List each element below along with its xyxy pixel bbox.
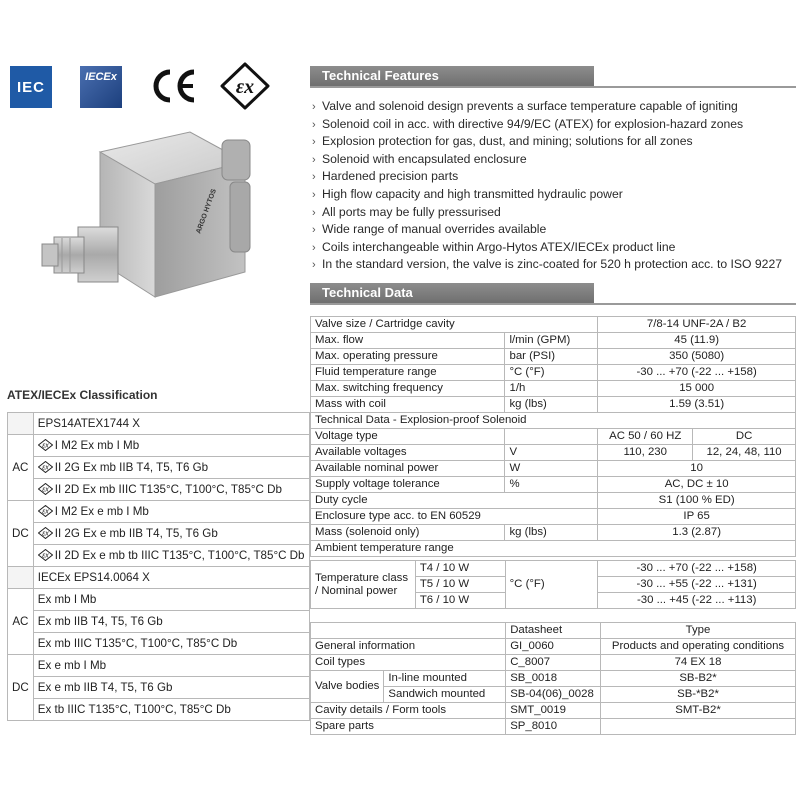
table-row: IECEx EPS14.0064 X xyxy=(8,567,310,589)
table-row: Technical Data - Explosion-proof Solenoid xyxy=(311,413,796,429)
ex-icon xyxy=(38,549,53,561)
table-row: εx II 2G Ex mb IIB T4, T5, T6 Gb xyxy=(8,457,310,479)
feature-item: › Hardened precision parts xyxy=(312,169,459,184)
table-row: Ex mb IIB T4, T5, T6 Gb xyxy=(8,611,310,633)
table-row: Cavity details / Form tools SMT_0019 SMT-B2* xyxy=(311,703,796,719)
temperature-class-table xyxy=(310,560,796,609)
table-row: Available nominal power W 10 xyxy=(311,461,796,477)
svg-text:ARGO HYTOS: ARGO HYTOS xyxy=(195,188,218,235)
table-row: Fluid temperature range °C (°F) -30 ... +70 (-22 ... +158) xyxy=(311,365,796,381)
table-row: Duty cycle S1 (100 % ED) xyxy=(311,493,796,509)
feature-item: › Solenoid coil in acc. with directive 94/9/EC (ATEX) for explosion-hazard zones xyxy=(312,116,744,131)
technical-data-table xyxy=(310,316,796,557)
svg-text:εx: εx xyxy=(41,508,49,516)
table-row: Ex e mb IIB T4, T5, T6 Gb xyxy=(8,677,310,699)
feature-item: › Valve and solenoid design prevents a surface temperature capable of igniting xyxy=(312,99,738,113)
svg-text:εx: εx xyxy=(235,76,255,98)
svg-text:εx: εx xyxy=(41,530,49,538)
classification-table xyxy=(7,412,310,721)
table-row: Supply voltage tolerance % AC, DC ± 10 xyxy=(311,477,796,493)
table-row: Max. operating pressure bar (PSI) 350 (5080) xyxy=(311,349,796,365)
table-row: Valve size / Cartridge cavity 7/8-14 UNF-2A / B2 xyxy=(311,317,796,333)
iecex-logo: IECEx xyxy=(80,66,122,108)
table-row: General information GI_0060 Products and operating conditions xyxy=(311,639,796,655)
feature-item: › In the standard version, the valve is zinc-coated for 520 h protection acc. to ISO 9227 xyxy=(312,257,783,272)
table-row: Enclosure type acc. to EN 60529 IP 65 xyxy=(311,509,796,525)
table-row: Mass (solenoid only) kg (lbs) 1.3 (2.87) xyxy=(311,525,796,541)
svg-text:εx: εx xyxy=(41,442,49,450)
technical-features-header: Technical Features xyxy=(310,66,594,86)
technical-features-list xyxy=(312,98,792,274)
table-row: εx II 2D Ex e mb tb IIIC T135°C, T100°C, T85°C Db xyxy=(8,545,310,567)
table-row: Voltage type AC 50 / 60 HZ DC xyxy=(311,429,796,445)
feature-item: › Solenoid with encapsulated enclosure xyxy=(312,151,527,166)
svg-text:εx: εx xyxy=(41,486,49,494)
table-row: T5 / 10 W -30 ... +55 (-22 ... +131) xyxy=(311,577,796,593)
table-row: T6 / 10 W -30 ... +45 (-22 ... +113) xyxy=(311,593,796,609)
ex-icon xyxy=(38,439,53,451)
svg-text:εx: εx xyxy=(41,464,49,472)
table-row: EPS14ATEX1744 X xyxy=(8,413,310,435)
feature-item: › Coils interchangeable within Argo-Hytos ATEX/IECEx product line xyxy=(312,239,676,254)
table-row: Datasheet Type xyxy=(311,623,796,639)
classification-title: ATEX/IECEx Classification xyxy=(7,388,158,402)
feature-item: › All ports may be fully pressurised xyxy=(312,204,501,219)
table-row: εx II 2G Ex e mb IIB T4, T5, T6 Gb xyxy=(8,523,310,545)
table-row: AC εx I M2 Ex mb I Mb xyxy=(8,435,310,457)
ex-hexagon-logo xyxy=(220,62,270,110)
table-row: Coil types C_8007 74 EX 18 xyxy=(311,655,796,671)
ex-icon xyxy=(38,527,53,539)
ex-icon xyxy=(38,505,53,517)
table-row: Ambient temperature range xyxy=(311,541,796,557)
table-row: Mass with coil kg (lbs) 1.59 (3.51) xyxy=(311,397,796,413)
table-row: Ex mb IIIC T135°C, T100°C, T85°C Db xyxy=(8,633,310,655)
table-row: Temperature class / Nominal power T4 / 10 W °C (°F) -30 ... +70 (-22 ... +158) xyxy=(311,561,796,577)
ex-icon xyxy=(38,461,53,473)
technical-data-header: Technical Data xyxy=(310,283,594,303)
table-row: Max. switching frequency 1/h 15 000 xyxy=(311,381,796,397)
table-row: AC Ex mb I Mb xyxy=(8,589,310,611)
reference-info-table xyxy=(310,622,796,735)
table-row: Valve bodies In-line mounted SB_0018 SB-B2* xyxy=(311,671,796,687)
feature-item: › Explosion protection for gas, dust, and mining; solutions for all zones xyxy=(312,134,693,149)
svg-text:εx: εx xyxy=(41,552,49,560)
table-row: Ex tb IIIC T135°C, T100°C, T85°C Db xyxy=(8,699,310,721)
feature-item: › Wide range of manual overrides available xyxy=(312,222,547,237)
ex-icon xyxy=(38,483,53,495)
table-row: Max. flow l/min (GPM) 45 (11.9) xyxy=(311,333,796,349)
ce-mark-logo xyxy=(148,66,200,106)
table-row: Available voltages V 110, 230 12, 24, 48, 110 xyxy=(311,445,796,461)
section-divider xyxy=(310,86,796,88)
iec-logo: IEC xyxy=(10,66,52,108)
table-row: εx II 2D Ex mb IIIC T135°C, T100°C, T85°C Db xyxy=(8,479,310,501)
valve-product-image xyxy=(40,122,270,322)
table-row: DC εx I M2 Ex e mb I Mb xyxy=(8,501,310,523)
table-row: DC Ex e mb I Mb xyxy=(8,655,310,677)
table-row: Spare parts SP_8010 xyxy=(311,719,796,735)
section-divider xyxy=(310,303,796,305)
table-row: Sandwich mounted SB-04(06)_0028 SB-*B2* xyxy=(311,687,796,703)
feature-item: › High flow capacity and high transmitted hydraulic power xyxy=(312,186,623,201)
